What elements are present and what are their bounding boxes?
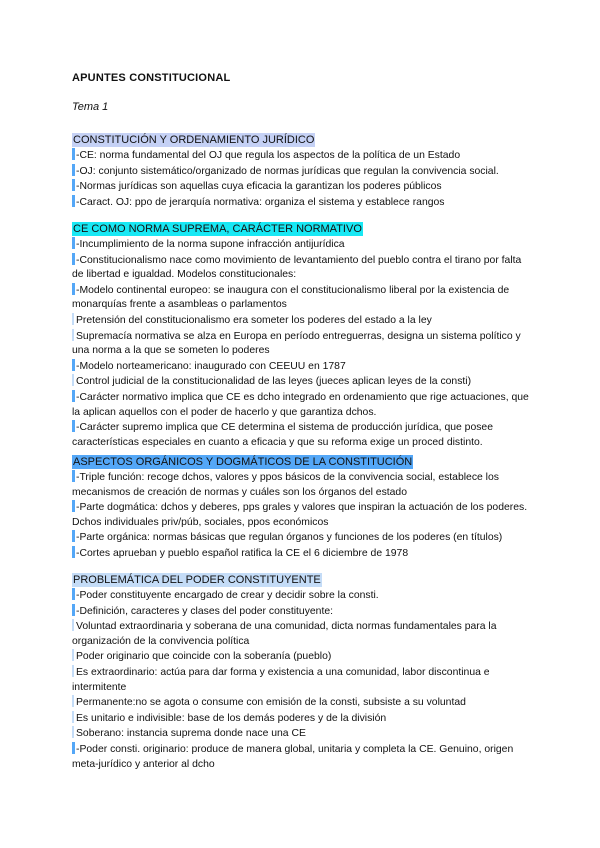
- note-line: Pretensión del constitucionalismo era someter los poderes del estado a la ley: [72, 313, 532, 329]
- section-heading: PROBLEMÁTICA DEL PODER CONSTITUYENTE: [73, 574, 321, 586]
- note-line: -Incumplimiento de la norma supone infracción antijurídica: [72, 237, 532, 253]
- note-line: -Constitucionalismo nace como movimiento de levantamiento del pueblo contra el tirano por falta de libertad e igualdad. Modelos constitucionales:: [72, 254, 522, 281]
- note-line: -Normas jurídicas son aquellas cuya eficacia la garantizan los poderes públicos: [72, 179, 532, 195]
- note-line: -Definición, caracteres y clases del poder constituyente:: [72, 604, 532, 620]
- note-line: -Parte orgánica: normas básicas que regulan órganos y funciones de los poderes (en títulos): [72, 530, 532, 546]
- note-line: -Poder constituyente encargado de crear y decidir sobre la consti.: [72, 588, 532, 604]
- note-line: -Triple función: recoge dchos, valores y ppos básicos de la convivencia social, establece los mecanismos de creación de normas y cuáles son los órganos del estado: [72, 472, 499, 498]
- section-ce-norma-suprema: [72, 219, 532, 450]
- note-line: Es extraordinario: actúa para dar forma y existencia a una comunidad, labor discontinua e intermitente: [72, 666, 490, 693]
- note-line: Soberano: instancia suprema donde nace una CE: [72, 726, 532, 742]
- note-line: Voluntad extraordinaria y soberana de una comunidad, dicta normas fundamentales para la organización de la convivencia política: [72, 621, 497, 647]
- note-line: -Caract. OJ: ppo de jerarquía normativa: organiza el sistema y establece rangos: [72, 195, 532, 211]
- note-line: -Carácter normativo implica que CE es dcho integrado en ordenamiento que rige actuaciones, que la aplican aquellos con el poder de hacerlo y que garantiza dchos.: [72, 391, 529, 418]
- note-line: Permanente:no se agota o consume con emisión de la consti, subsiste a su voluntad: [72, 695, 532, 711]
- section-aspectos-organicos: [72, 452, 532, 562]
- note-line: -CE: norma fundamental del OJ que regula los aspectos de la política de un Estado: [72, 148, 532, 164]
- note-line: -Cortes aprueban y pueblo español ratifica la CE el 6 diciembre de 1978: [72, 546, 532, 562]
- note-line: -OJ: conjunto sistemático/organizado de normas jurídicas que regulan la convivencia social.: [72, 164, 532, 180]
- section-heading: CE COMO NORMA SUPREMA, CARÁCTER NORMATIVO: [73, 223, 362, 235]
- note-line: -Carácter supremo implica que CE determina el sistema de producción jurídica, que posee características especiales en cuanto a eficacia y que su reforma exige un proced distinto.: [72, 422, 493, 448]
- note-line: Control judicial de la constitucionalidad de las leyes (jueces aplican leyes de la consti): [72, 374, 532, 390]
- section-constitucion-ordenamiento: [72, 130, 532, 210]
- note-line: -Modelo norteamericano: inaugurado con CEEUU en 1787: [72, 359, 532, 375]
- section-heading: ASPECTOS ORGÁNICOS Y DOGMÁTICOS DE LA CONSTITUCIÓN: [73, 456, 413, 468]
- note-line: Es unitario e indivisible: base de los demás poderes y de la división: [72, 711, 532, 727]
- note-line: Poder originario que coincide con la soberanía (pueblo): [72, 649, 532, 665]
- section-heading: CONSTITUCIÓN Y ORDENAMIENTO JURÍDICO: [73, 134, 315, 146]
- note-line: -Parte dogmática: dchos y deberes, pps grales y valores que inspiran la actuación de los poderes. Dchos individuales priv/púb, sociales, ppos económicos: [72, 502, 528, 528]
- tema-label: Tema 1: [72, 101, 109, 113]
- section-poder-constituyente: [72, 570, 532, 772]
- document-title: APUNTES CONSTITUCIONAL: [72, 72, 231, 84]
- note-line: -Modelo continental europeo: se inaugura con el constitucionalismo liberal por la existencia de monarquías frente a asambleas o parlamentos: [72, 284, 510, 311]
- note-line: Supremacía normativa se alza en Europa en período entreguerras, designa un sistema político y una norma a la que se someten lo poderes: [72, 330, 521, 357]
- note-line: -Poder consti. originario: produce de manera global, unitaria y completa la CE. Genuino, origen meta-jurídico y anterior al dcho: [72, 743, 514, 770]
